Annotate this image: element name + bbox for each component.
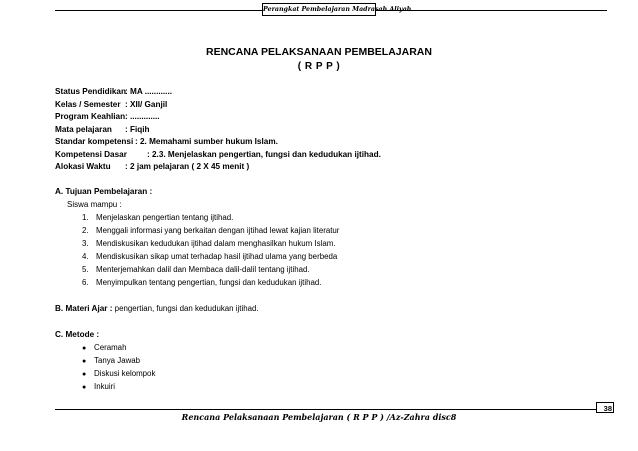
identity-label: Mata pelajaran [55, 125, 112, 134]
identity-label: Program Keahlian [55, 112, 126, 121]
identity-row [55, 100, 167, 109]
page-subtitle: ( R P P ) [297, 61, 341, 72]
list-text: Inkuiri [94, 382, 116, 391]
identity-row [55, 150, 381, 159]
identity-row [55, 125, 150, 134]
list-item [82, 278, 321, 287]
bullet-icon: ● [82, 384, 87, 391]
list-item [82, 265, 310, 274]
identity-value: : ............. [125, 112, 160, 121]
section-metode-heading: C. Metode : [55, 330, 100, 339]
header-banner: Perangkat Pembelajaran Madrasah Aliyah [262, 3, 376, 16]
list-number: 4. [82, 252, 89, 261]
list-text: Menjelaskan pengertian tentang ijtihad. [96, 213, 234, 222]
section-materi [55, 304, 259, 313]
page-title: RENCANA PELAKSANAAN PEMBELAJARAN [206, 46, 432, 58]
identity-label: Kelas / Semester [55, 100, 121, 109]
materi-text: pengertian, fungsi dan kedudukan ijtihad. [112, 304, 259, 313]
list-text: Mendiskusikan sikap umat terhadap hasil ijtihad ulama yang berbeda [96, 252, 338, 261]
bullet-icon: ● [82, 358, 87, 365]
list-number: 5. [82, 265, 89, 274]
list-text: Mendiskusikan kedudukan ijtihad dalam menghasilkan hukum Islam. [96, 239, 336, 248]
bullet-icon: ● [82, 345, 87, 352]
list-number: 3. [82, 239, 89, 248]
list-number: 1. [82, 213, 89, 222]
identity-label: Alokasi Waktu [55, 162, 111, 171]
identity-value: : Fiqih [125, 125, 150, 134]
list-number: 2. [82, 226, 89, 235]
page-number: 38 [596, 402, 614, 413]
section-tujuan-heading: A. Tujuan Pembelajaran : [55, 187, 153, 196]
list-item [82, 226, 339, 235]
list-item [82, 369, 155, 378]
list-item [82, 343, 126, 352]
list-text: Ceramah [94, 343, 127, 352]
identity-row [55, 137, 278, 146]
list-item [82, 356, 140, 365]
identity-value: : MA ............ [125, 87, 173, 96]
identity-label: Standar kompetensi [55, 137, 134, 146]
list-item [82, 382, 115, 391]
list-text: Menggali informasi yang berkaitan dengan ijtihad lewat kajian literatur [96, 226, 340, 235]
identity-label: Kompetensi Dasar [55, 150, 127, 159]
identity-label: Status Pendidikan [55, 87, 126, 96]
list-number: 6. [82, 278, 89, 287]
footer-text: Rencana Pelaksanaan Pembelajaran ( R P P ) /Az-Zahra disc8 [181, 412, 457, 422]
section-materi-heading: B. Materi Ajar : [55, 304, 113, 313]
identity-value: : XII/ Ganjil [125, 100, 168, 109]
tujuan-intro: Siswa mampu : [67, 200, 122, 209]
list-text: Menyimpulkan tentang pengertian, fungsi dan kedudukan ijtihad. [96, 278, 322, 287]
list-item [82, 252, 337, 261]
identity-row [55, 162, 249, 171]
identity-row [55, 112, 160, 121]
list-text: Menterjemahkan dalil dan Membaca dalil-dalil tentang ijtihad. [96, 265, 310, 274]
list-item [82, 239, 335, 248]
list-text: Diskusi kelompok [94, 369, 156, 378]
identity-value: : 2 jam pelajaran ( 2 X 45 menit ) [125, 162, 250, 171]
list-text: Tanya Jawab [94, 356, 141, 365]
identity-value: : 2. Memahami sumber hukum Islam. [135, 137, 278, 146]
footer-rule [55, 409, 596, 410]
identity-value: : 2.3. Menjelaskan pengertian, fungsi dan kedudukan ijtihad. [147, 150, 381, 159]
list-item [82, 213, 233, 222]
identity-row [55, 87, 172, 96]
bullet-icon: ● [82, 371, 87, 378]
